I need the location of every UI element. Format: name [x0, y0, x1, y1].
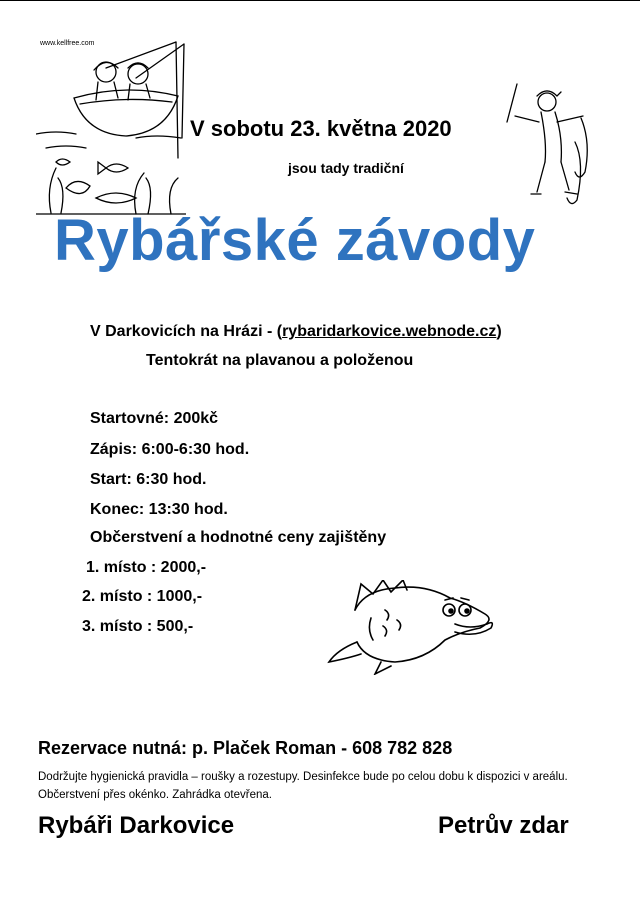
fishing-method: Tentokrát na plavanou a položenou	[146, 352, 414, 369]
event-title: Rybářské závody	[54, 208, 536, 273]
event-date: V sobotu 23. května 2020	[190, 116, 452, 141]
fishermen-boat-clipart	[36, 38, 186, 216]
clipart-watermark: www.kellfree.com	[40, 40, 95, 47]
prize-first: 1. místo : 2000,-	[86, 559, 207, 576]
detail-registration: Zápis: 6:00-6:30 hod.	[90, 441, 250, 458]
detail-end: Konec: 13:30 hod.	[90, 501, 228, 518]
fisherman-clipart	[505, 82, 605, 212]
location-line	[90, 323, 502, 341]
top-border	[0, 0, 640, 1]
prize-second: 2. místo : 1000,-	[82, 588, 203, 605]
organizer-name: Rybáři Darkovice	[38, 812, 235, 839]
detail-fee: Startovné: 200kč	[90, 410, 219, 427]
location-prefix: V Darkovicích na Hrázi - (	[90, 323, 283, 340]
hygiene-note: Dodržujte hygienická pravidla – roušky a rozestupy. Desinfekce bude po celou dobu k dispozici v areálu. Občerstvení přes okénko. Zahrádka otevřena.	[38, 771, 568, 801]
event-subtitle: jsou tady tradiční	[288, 160, 404, 176]
website-link[interactable]: rybaridarkovice.webnode.cz	[282, 323, 497, 340]
location-suffix: )	[496, 323, 502, 340]
cartoon-fish-clipart	[325, 580, 500, 675]
reservation-contact: Rezervace nutná: p. Plaček Roman - 608 782 828	[38, 738, 453, 758]
detail-start: Start: 6:30 hod.	[90, 471, 207, 488]
detail-refreshments: Občerstvení a hodnotné ceny zajištěny	[90, 529, 387, 546]
closing-greeting: Petrův zdar	[438, 812, 569, 839]
prize-third: 3. místo : 500,-	[82, 618, 194, 635]
